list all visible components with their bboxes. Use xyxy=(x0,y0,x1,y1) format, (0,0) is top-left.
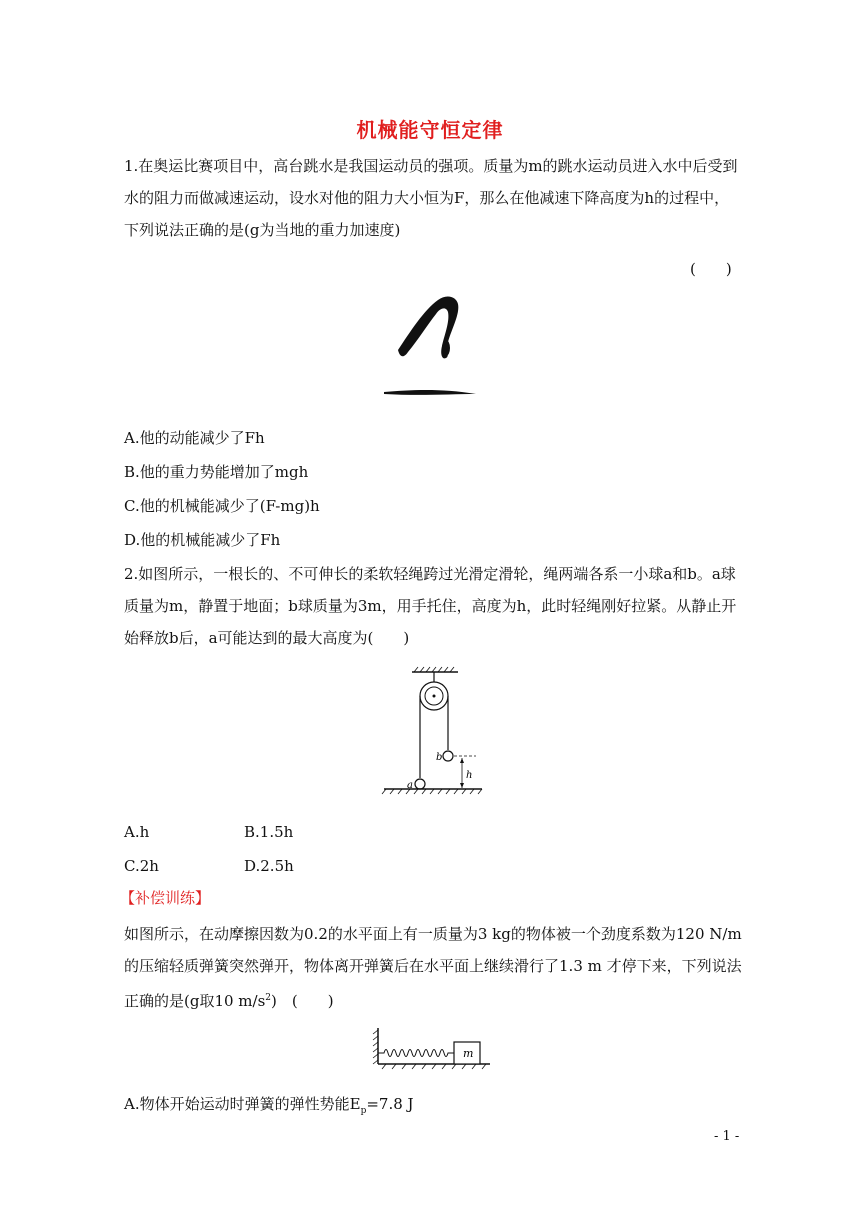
label-b: b xyxy=(436,752,443,763)
question-1-answer-bracket: ( ) xyxy=(690,260,732,278)
supplement-stem: 如图所示，在动摩擦因数为0.2的水平面上有一质量为3 kg的物体被一个劲度系数为120 N/m的压缩轻质弹簧突然弹开，物体离开弹簧后在水平面上继续滑行了1.3 m 才停下来，下列说法正确的是(g取10 $m/s^2$) ( ) xyxy=(124,925,742,1010)
question-1-stem: 1.在奥运比赛项目中，高台跳水是我国运动员的强项。质量为m的跳水运动员进入水中后受到水的阻力而做减速运动，设水对他的阻力大小恒为F，那么在他减速下降高度为h的过程中，下列说法正确的是(g为当地的重力加速度) xyxy=(124,157,738,239)
question-1-option-c: C.他的机械能减少了(F-mg)h xyxy=(124,497,320,515)
label-a: a xyxy=(407,780,413,791)
page-title: 机械能守恒定律 xyxy=(356,118,504,142)
question-2-stem: 2.如图所示，一根长的、不可伸长的柔软轻绳跨过光滑定滑轮，绳两端各系一小球a和b。a球质量为m，静置于地面；b球质量为3m，用手托住，高度为h，此时轻绳刚好拉紧。从静止开始释放b后，a可能达到的最大高度为( ) xyxy=(124,565,737,647)
question-2-option-d: D.2.5h xyxy=(244,857,294,875)
water-surface xyxy=(384,390,476,395)
spring-coil xyxy=(378,1050,454,1057)
question-2-option-c: C.2h xyxy=(124,857,159,875)
supplement-header: 【补偿训练】 xyxy=(120,889,211,907)
diver-head xyxy=(442,340,450,356)
page-number: - 1 - xyxy=(714,1129,740,1144)
ball-a xyxy=(415,779,425,789)
ball-b xyxy=(443,751,453,761)
question-2-option-b: B.1.5h xyxy=(244,823,294,841)
question-2-option-a: A.h xyxy=(124,823,150,841)
question-1-option-b: B.他的重力势能增加了mgh xyxy=(124,463,309,481)
label-h: h xyxy=(466,770,473,781)
supplement-option-a: A.物体开始运动时弹簧的弹性势能$E_p=7.8$ J xyxy=(124,1095,414,1116)
question-1-option-d: D.他的机械能减少了Fh xyxy=(124,531,281,549)
label-m: m xyxy=(463,1047,474,1060)
spring-figure xyxy=(372,1026,492,1070)
pulley-figure xyxy=(382,666,486,800)
diver-figure xyxy=(380,292,480,402)
question-1-option-a: A.他的动能减少了Fh xyxy=(124,429,265,447)
